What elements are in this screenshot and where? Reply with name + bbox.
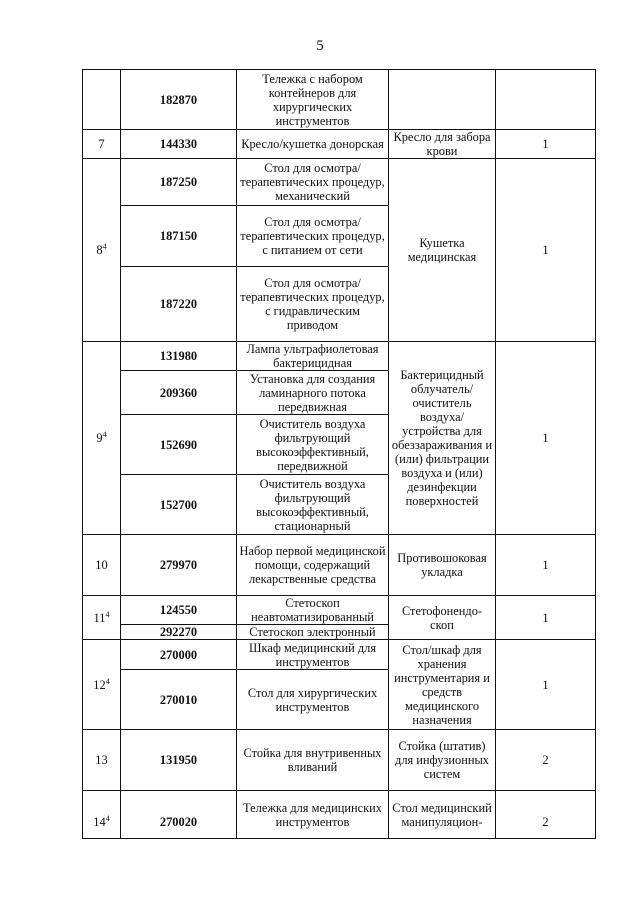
item-name: Шкаф медицинский для инструментов (237, 640, 389, 670)
table-row (83, 342, 596, 371)
nkmi-code: 152690 (121, 415, 237, 475)
item-name: Стойка для внутривенных вливаний (237, 730, 389, 791)
nkmi-code: 292270 (121, 625, 237, 640)
item-name: Кресло/кушетка донорская (237, 130, 389, 159)
nkmi-code: 124550 (121, 596, 237, 625)
nkmi-code: 131980 (121, 342, 237, 371)
nkmi-code: 187250 (121, 159, 237, 206)
page-number: 5 (316, 38, 324, 54)
quantity: 2 (496, 791, 596, 839)
equipment-type: Кушетка медицинская (389, 159, 496, 342)
row-number (83, 70, 121, 130)
table-row (83, 70, 596, 130)
quantity: 1 (496, 596, 596, 640)
quantity: 1 (496, 159, 596, 342)
nkmi-code: 131950 (121, 730, 237, 791)
row-number: 10 (83, 535, 121, 596)
quantity (496, 70, 596, 130)
row-number: $11^4$ (83, 596, 121, 640)
item-name: Лампа ультрафиолетовая бактерицидная (237, 342, 389, 371)
row-number: $9^4$ (83, 342, 121, 535)
quantity: 1 (496, 640, 596, 730)
row-number: $8^4$ (83, 159, 121, 342)
table-row (83, 791, 596, 839)
equipment-type: Стетофонендо-скоп (389, 596, 496, 640)
item-name: Набор первой медицинской помощи, содержащий лекарственные средства (237, 535, 389, 596)
nkmi-code: 270020 (121, 791, 237, 839)
equipment-table (82, 69, 596, 839)
equipment-type: Стойка (штатив) для инфузионных систем (389, 730, 496, 791)
equipment-type (389, 70, 496, 130)
item-name: Очиститель воздуха фильтрующий высокоэффективный, передвижной (237, 415, 389, 475)
nkmi-code: 187150 (121, 206, 237, 267)
item-name: Стол для осмотра/терапевтических процедур, с гидравлическим приводом (237, 267, 389, 342)
item-name: Стол для хирургических инструментов (237, 670, 389, 730)
quantity: 2 (496, 730, 596, 791)
item-name: Тележка для медицинских инструментов (237, 791, 389, 839)
item-name: Очиститель воздуха фильтрующий высокоэффективный, стационарный (237, 475, 389, 535)
row-number: 13 (83, 730, 121, 791)
row-number: 7 (83, 130, 121, 159)
table-row (83, 596, 596, 625)
equipment-type: Кресло для забора крови (389, 130, 496, 159)
nkmi-code: 144330 (121, 130, 237, 159)
row-number: $12^4$ (83, 640, 121, 730)
equipment-type: Стол/шкаф для хранения инструментария и средств медицинского назначения (389, 640, 496, 730)
equipment-type: Стол медицинский манипуляцион- (389, 791, 496, 839)
table-row (83, 159, 596, 206)
nkmi-code: 270010 (121, 670, 237, 730)
item-name: Стол для осмотра/терапевтических процедур, механический (237, 159, 389, 206)
nkmi-code: 270000 (121, 640, 237, 670)
item-name: Стетоскоп электронный (237, 625, 389, 640)
nkmi-code: 187220 (121, 267, 237, 342)
nkmi-code: 152700 (121, 475, 237, 535)
item-name: Тележка с набором контейнеров для хирургических инструментов (237, 70, 389, 130)
nkmi-code: 182870 (121, 70, 237, 130)
quantity: 1 (496, 535, 596, 596)
table-row (83, 130, 596, 159)
item-name: Стетоскоп неавтоматизированный (237, 596, 389, 625)
quantity: 1 (496, 342, 596, 535)
table-row (83, 535, 596, 596)
equipment-type: Бактерицидный облучатель/ очиститель воздуха/ устройства для обеззараживания и (или) фильтрации воздуха и (или) дезинфекции поверхностей (389, 342, 496, 535)
item-name: Стол для осмотра/терапевтических процедур, с питанием от сети (237, 206, 389, 267)
table-row (83, 640, 596, 670)
table-row (83, 730, 596, 791)
equipment-type: Противошоковая укладка (389, 535, 496, 596)
quantity: 1 (496, 130, 596, 159)
row-number: $14^4$ (83, 791, 121, 839)
item-name: Установка для создания ламинарного потока передвижная (237, 371, 389, 415)
nkmi-code: 279970 (121, 535, 237, 596)
nkmi-code: 209360 (121, 371, 237, 415)
